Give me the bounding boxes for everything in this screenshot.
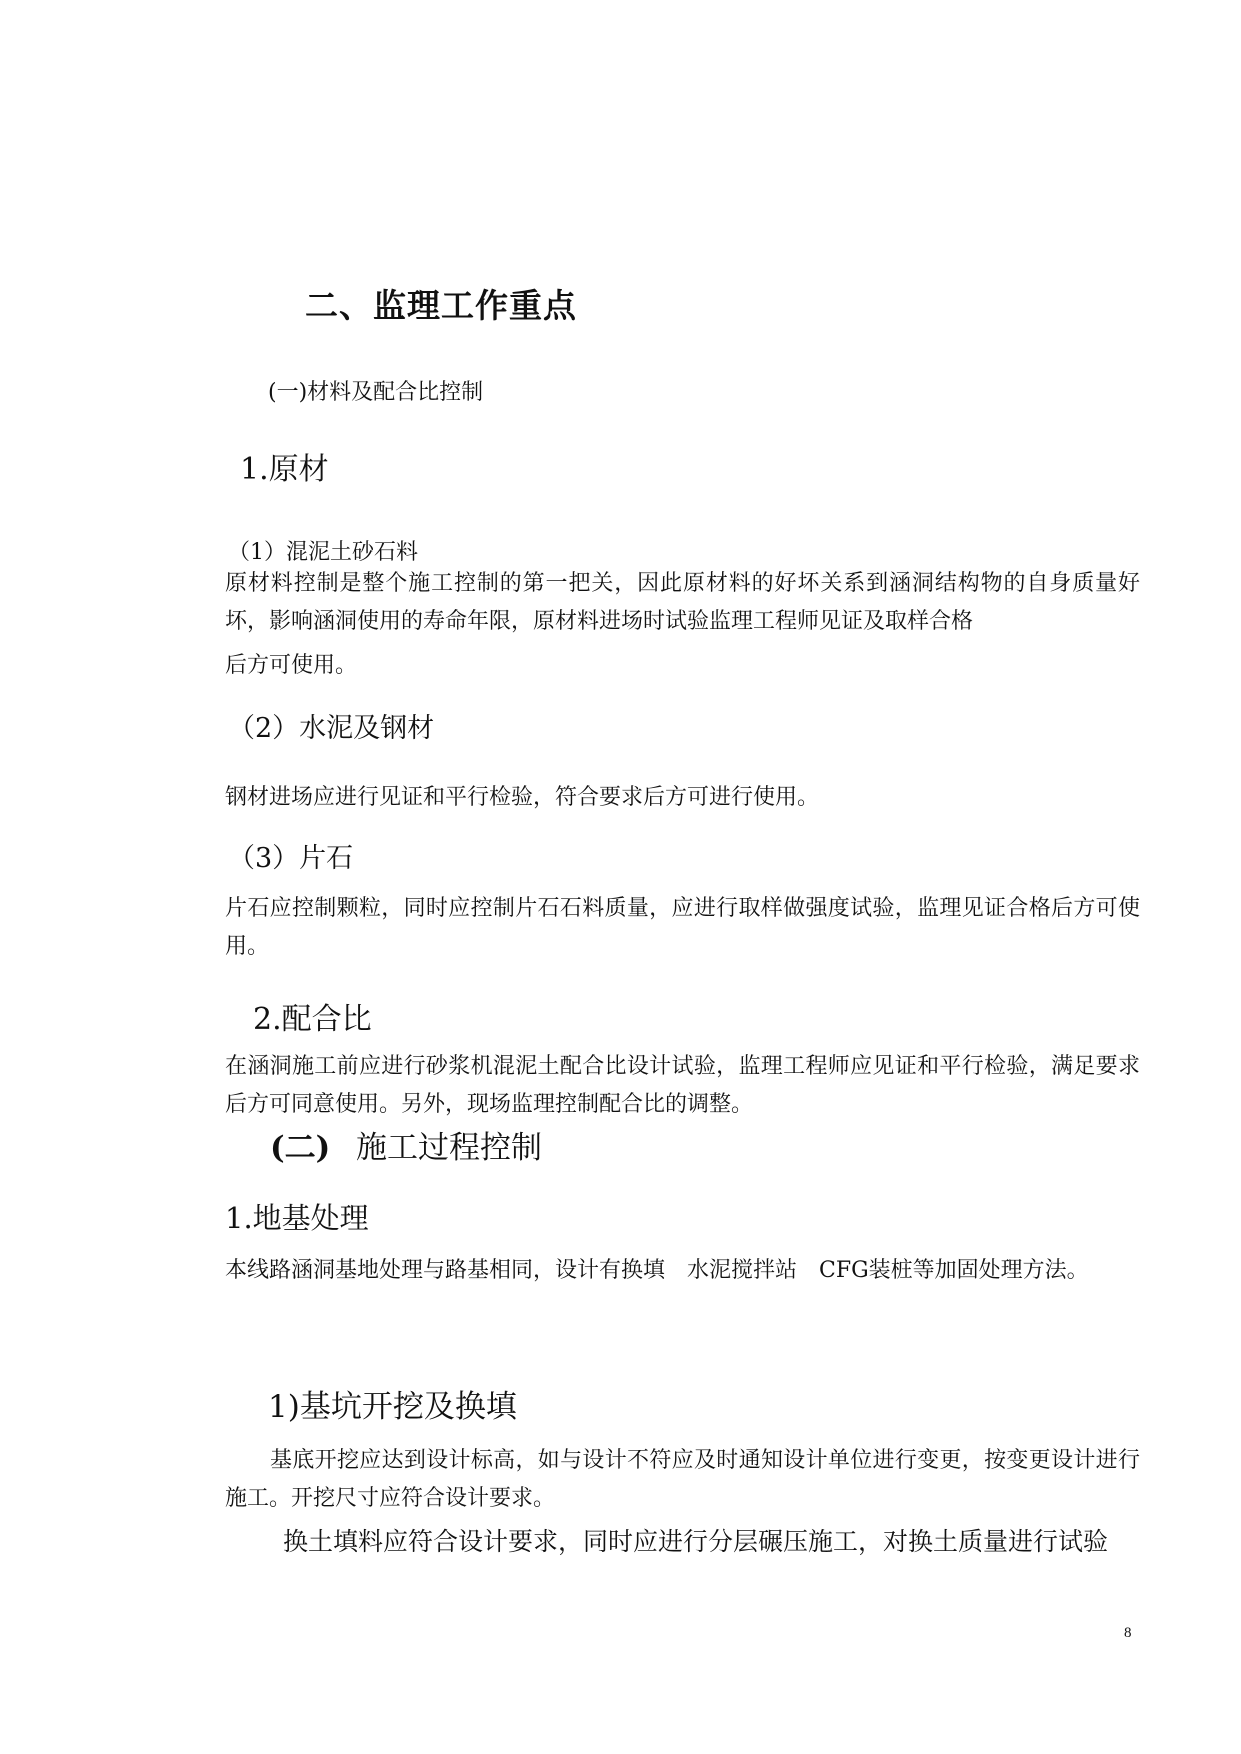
mix-ratio-text: 在涵洞施工前应进行砂浆机混泥土配合比设计试验，监理工程师应见证和平行检验，满足要求后方可同意使用。另外，现场监理控制配合比的调整。 xyxy=(225,1054,1140,1117)
page-number: 8 xyxy=(1124,1625,1132,1641)
item-cement-steel-title: （2）水泥及钢材 xyxy=(228,713,435,744)
foundation-heading: 1.地基处理 xyxy=(225,1201,369,1235)
item-rubble-stone-title: （3）片石 xyxy=(228,843,354,874)
item-concrete-aggregate-text: 原材料控制是整个施工控制的第一把关，因此原材料的好坏关系到涵洞结构物的自身质量好坏，影响涵洞使用的寿命年限，原材料进场时试验监理工程师见证及取样合格 xyxy=(225,571,1140,634)
item-rubble-stone-text: 片石应控制颗粒，同时应控制片石石料质量，应进行取样做强度试验，监理见证合格后方可使用。 xyxy=(225,896,1140,959)
subsection-process-label: (二) xyxy=(270,1130,331,1166)
item-concrete-aggregate-text-tail: 后方可使用。 xyxy=(225,653,358,678)
pit-excavation-text: 基底开挖应达到设计标高，如与设计不符应及时通知设计单位进行变更，按变更设计进行施工。开挖尺寸应符合设计要求。 xyxy=(225,1448,1140,1511)
section-title: 二、监理工作重点 xyxy=(305,286,577,325)
item-cement-steel-text: 钢材进场应进行见证和平行检验，符合要求后方可进行使用。 xyxy=(225,785,820,810)
pit-excavation-heading: 1)基坑开挖及换填 xyxy=(268,1389,517,1425)
mix-ratio-heading: 2.配合比 xyxy=(253,1002,372,1037)
subsection-process-title: 施工过程控制 xyxy=(356,1130,542,1166)
subsection-materials-heading: (一)材料及配合比控制 xyxy=(268,380,484,405)
raw-materials-heading: 1.原材 xyxy=(240,452,329,487)
foundation-text: 本线路涵洞基地处理与路基相同，设计有换填 水泥搅拌站 CFG装桩等加固处理方法。 xyxy=(225,1258,1089,1283)
item-concrete-aggregate-title: （1）混泥土砂石料 xyxy=(228,540,418,565)
fill-material-text: 换土填料应符合设计要求，同时应进行分层碾压施工，对换土质量进行试验 xyxy=(283,1527,1109,1556)
